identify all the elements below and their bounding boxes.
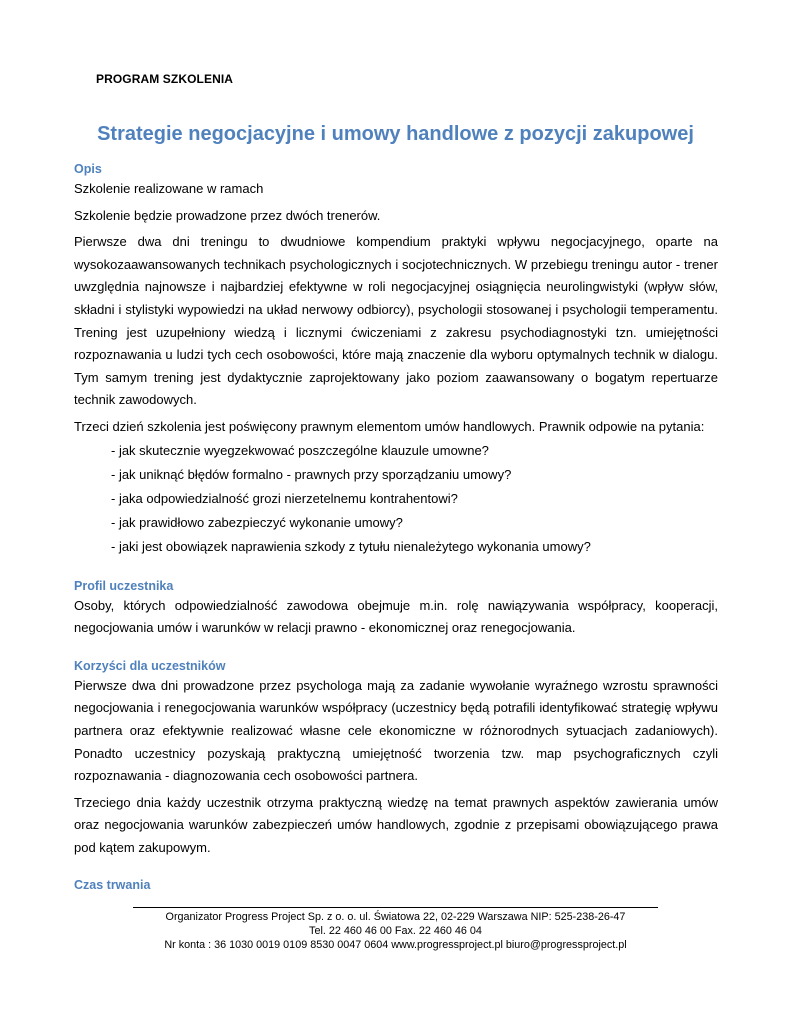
course-title: Strategie negocjacyjne i umowy handlowe z pozycji zakupowej <box>97 123 694 145</box>
list-item: - jak prawidłowo zabezpieczyć wykonanie umowy? <box>111 515 403 531</box>
section-opis <box>74 160 718 560</box>
opis-paragraph-1: Szkolenie realizowane w ramach <box>74 181 264 196</box>
section-heading-czas: Czas trwania <box>74 878 151 893</box>
page-footer <box>133 907 658 953</box>
footer-organizer: Organizator Progress Project Sp. z o. o. ul. Światowa 22, 02-229 Warszawa NIP: 525-238-26-47 <box>165 911 626 923</box>
footer-phone: Tel. 22 460 46 00 Fax. 22 460 46 04 <box>309 925 482 938</box>
list-item: - jaka odpowiedzialność grozi nierzetelnemu kontrahentowi? <box>111 490 458 506</box>
footer-account: Nr konta : 36 1030 0019 0109 8530 0047 0604 www.progressproject.pl biuro@progressproject.pl <box>164 939 627 952</box>
korzysci-paragraph-1: Pierwsze dwa dni prowadzone przez psychologa mają za zadanie wywołanie wyraźnego wzrostu sprawności negocjowania i renegocjowania warunków współpracy (uczestnicy będą potrafili identyfikować strategię wpływu partnera oraz efektywnie realizować własne cele ekonomiczne w różnorodnych sytuacjach zadaniowych). Ponadto uczestnicy pozyskają praktyczną umiejętność tworzenia tzw. map psychograficznych czyli rozpoznawania - diagnozowania cech osobowości partnera. <box>74 677 718 784</box>
document-type-label: PROGRAM SZKOLENIA <box>96 72 234 86</box>
document-body <box>74 160 718 894</box>
korzysci-paragraph-2: Trzeciego dnia każdy uczestnik otrzyma praktyczną wiedzę na temat prawnych aspektów zawierania umów oraz negocjowania warunków zabezpieczeń umów handlowych, zgodnie z przepisami obowiązującego prawa pod kątem zakupowym. <box>74 794 718 855</box>
section-korzysci <box>74 657 718 860</box>
section-heading-korzysci: Korzyści dla uczestników <box>74 658 226 673</box>
legal-questions-list <box>74 439 718 560</box>
section-profil <box>74 577 718 640</box>
opis-paragraph-4: Trzeci dzień szkolenia jest poświęcony prawnym elementom umów handlowych. Prawnik odpowie na pytania: <box>74 418 705 434</box>
section-heading-profil: Profil uczestnika <box>74 578 174 593</box>
opis-paragraph-3: Pierwsze dwa dni treningu to dwudniowe kompendium praktyki wpływu negocjacyjnego, oparte na wysokozaawansowanych technikach psychologicznych i socjotechnicznych. W przebiegu treningu autor - trener uwzględnia najnowsze i najbardziej efektywne w roli negocjacyjnej osiągnięcia neurolingwistyki (wpływ słów, składni i stylistyki wypowiedzi na układ nerwowy odbiorcy), psychologii stosowanej i psychologii temperamentu. Trening jest uzupełniony wiedzą i licznymi ćwiczeniami z zakresu psychodiagnostyki tzn. umiejętności rozpoznawania u ludzi tych cech osobowości, które mają znaczenie dla wyboru optymalnych technik w dialogu. Tym samym trening jest dydaktycznie zaprojektowany jako poziom zaawansowany o bogatym repertuarze technik zawodowych. <box>74 234 718 408</box>
section-czas <box>74 876 718 894</box>
list-item: - jaki jest obowiązek naprawienia szkody z tytułu nienależytego wykonania umowy? <box>111 539 591 555</box>
section-heading-opis: Opis <box>74 162 102 176</box>
opis-paragraph-2: Szkolenie będzie prowadzone przez dwóch trenerów. <box>74 207 381 223</box>
profil-paragraph: Osoby, których odpowiedzialność zawodowa obejmuje m.in. rolę nawiązywania współpracy, kooperacji, negocjowania umów i warunków w relacji prawno - ekonomicznej oraz renegocjowania. <box>74 597 718 636</box>
list-item: - jak uniknąć błędów formalno - prawnych przy sporządzaniu umowy? <box>111 466 512 482</box>
list-item: - jak skutecznie wyegzekwować poszczególne klauzule umowne? <box>111 442 489 458</box>
